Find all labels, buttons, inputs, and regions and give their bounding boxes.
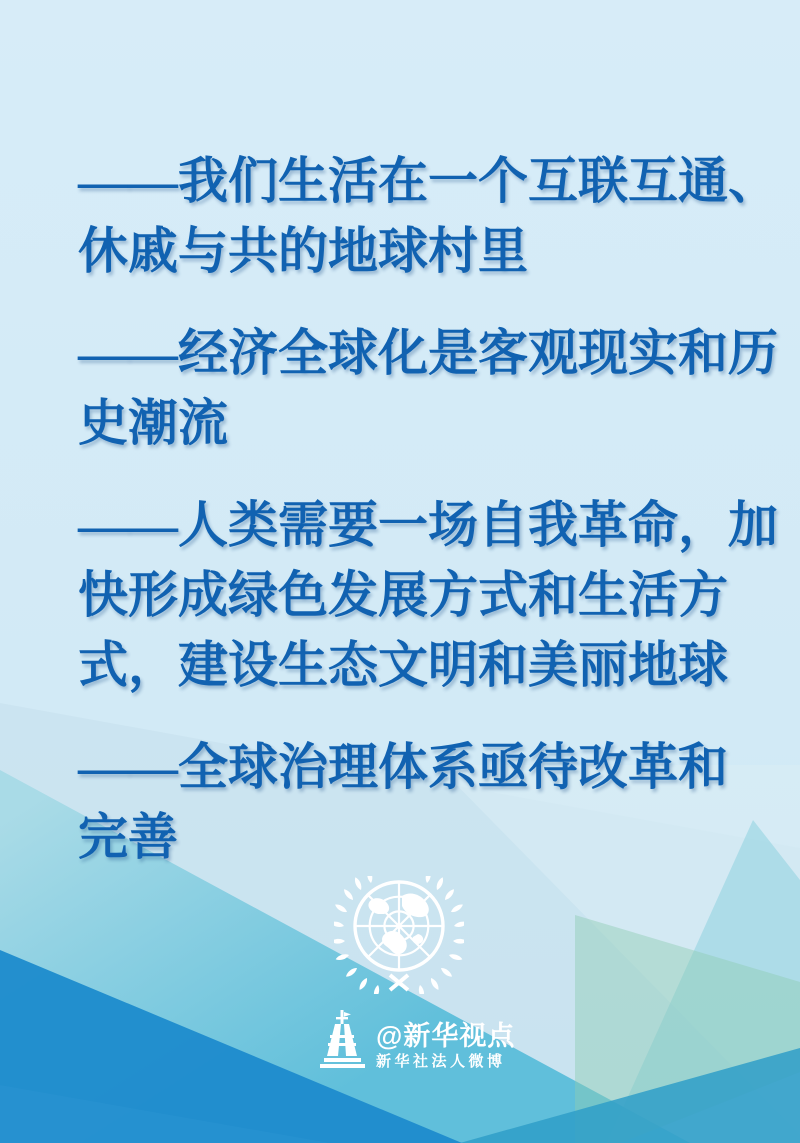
quote-paragraph	[78, 490, 778, 700]
quote-line: 史潮流	[78, 395, 228, 451]
quote-line: ——我们生活在一个互联互通、	[78, 153, 778, 209]
un-emblem-icon	[334, 876, 464, 994]
quote-line: ——全球治理体系亟待改革和	[78, 739, 728, 795]
quote-line: 休戚与共的地球村里	[78, 223, 528, 279]
quote-line: 快形成绿色发展方式和生活方	[78, 567, 728, 623]
watermark-subtitle: 新华社法人微博	[376, 1053, 506, 1070]
quote-paragraph	[78, 732, 740, 872]
quote-paragraph	[78, 146, 778, 286]
quote-line: 完善	[78, 809, 178, 865]
quote-line: ——经济全球化是客观现实和历	[78, 325, 778, 381]
watermark	[316, 1010, 515, 1072]
quotes-block	[78, 146, 778, 904]
watermark-text	[376, 1010, 515, 1072]
quote-line: ——人类需要一场自我革命，加	[78, 497, 778, 553]
quote-line: 式，建设生态文明和美丽地球	[78, 637, 728, 693]
xinhua-logo-icon	[316, 1010, 368, 1068]
watermark-handle: @新华视点	[376, 1021, 516, 1051]
quote-paragraph	[78, 318, 778, 458]
